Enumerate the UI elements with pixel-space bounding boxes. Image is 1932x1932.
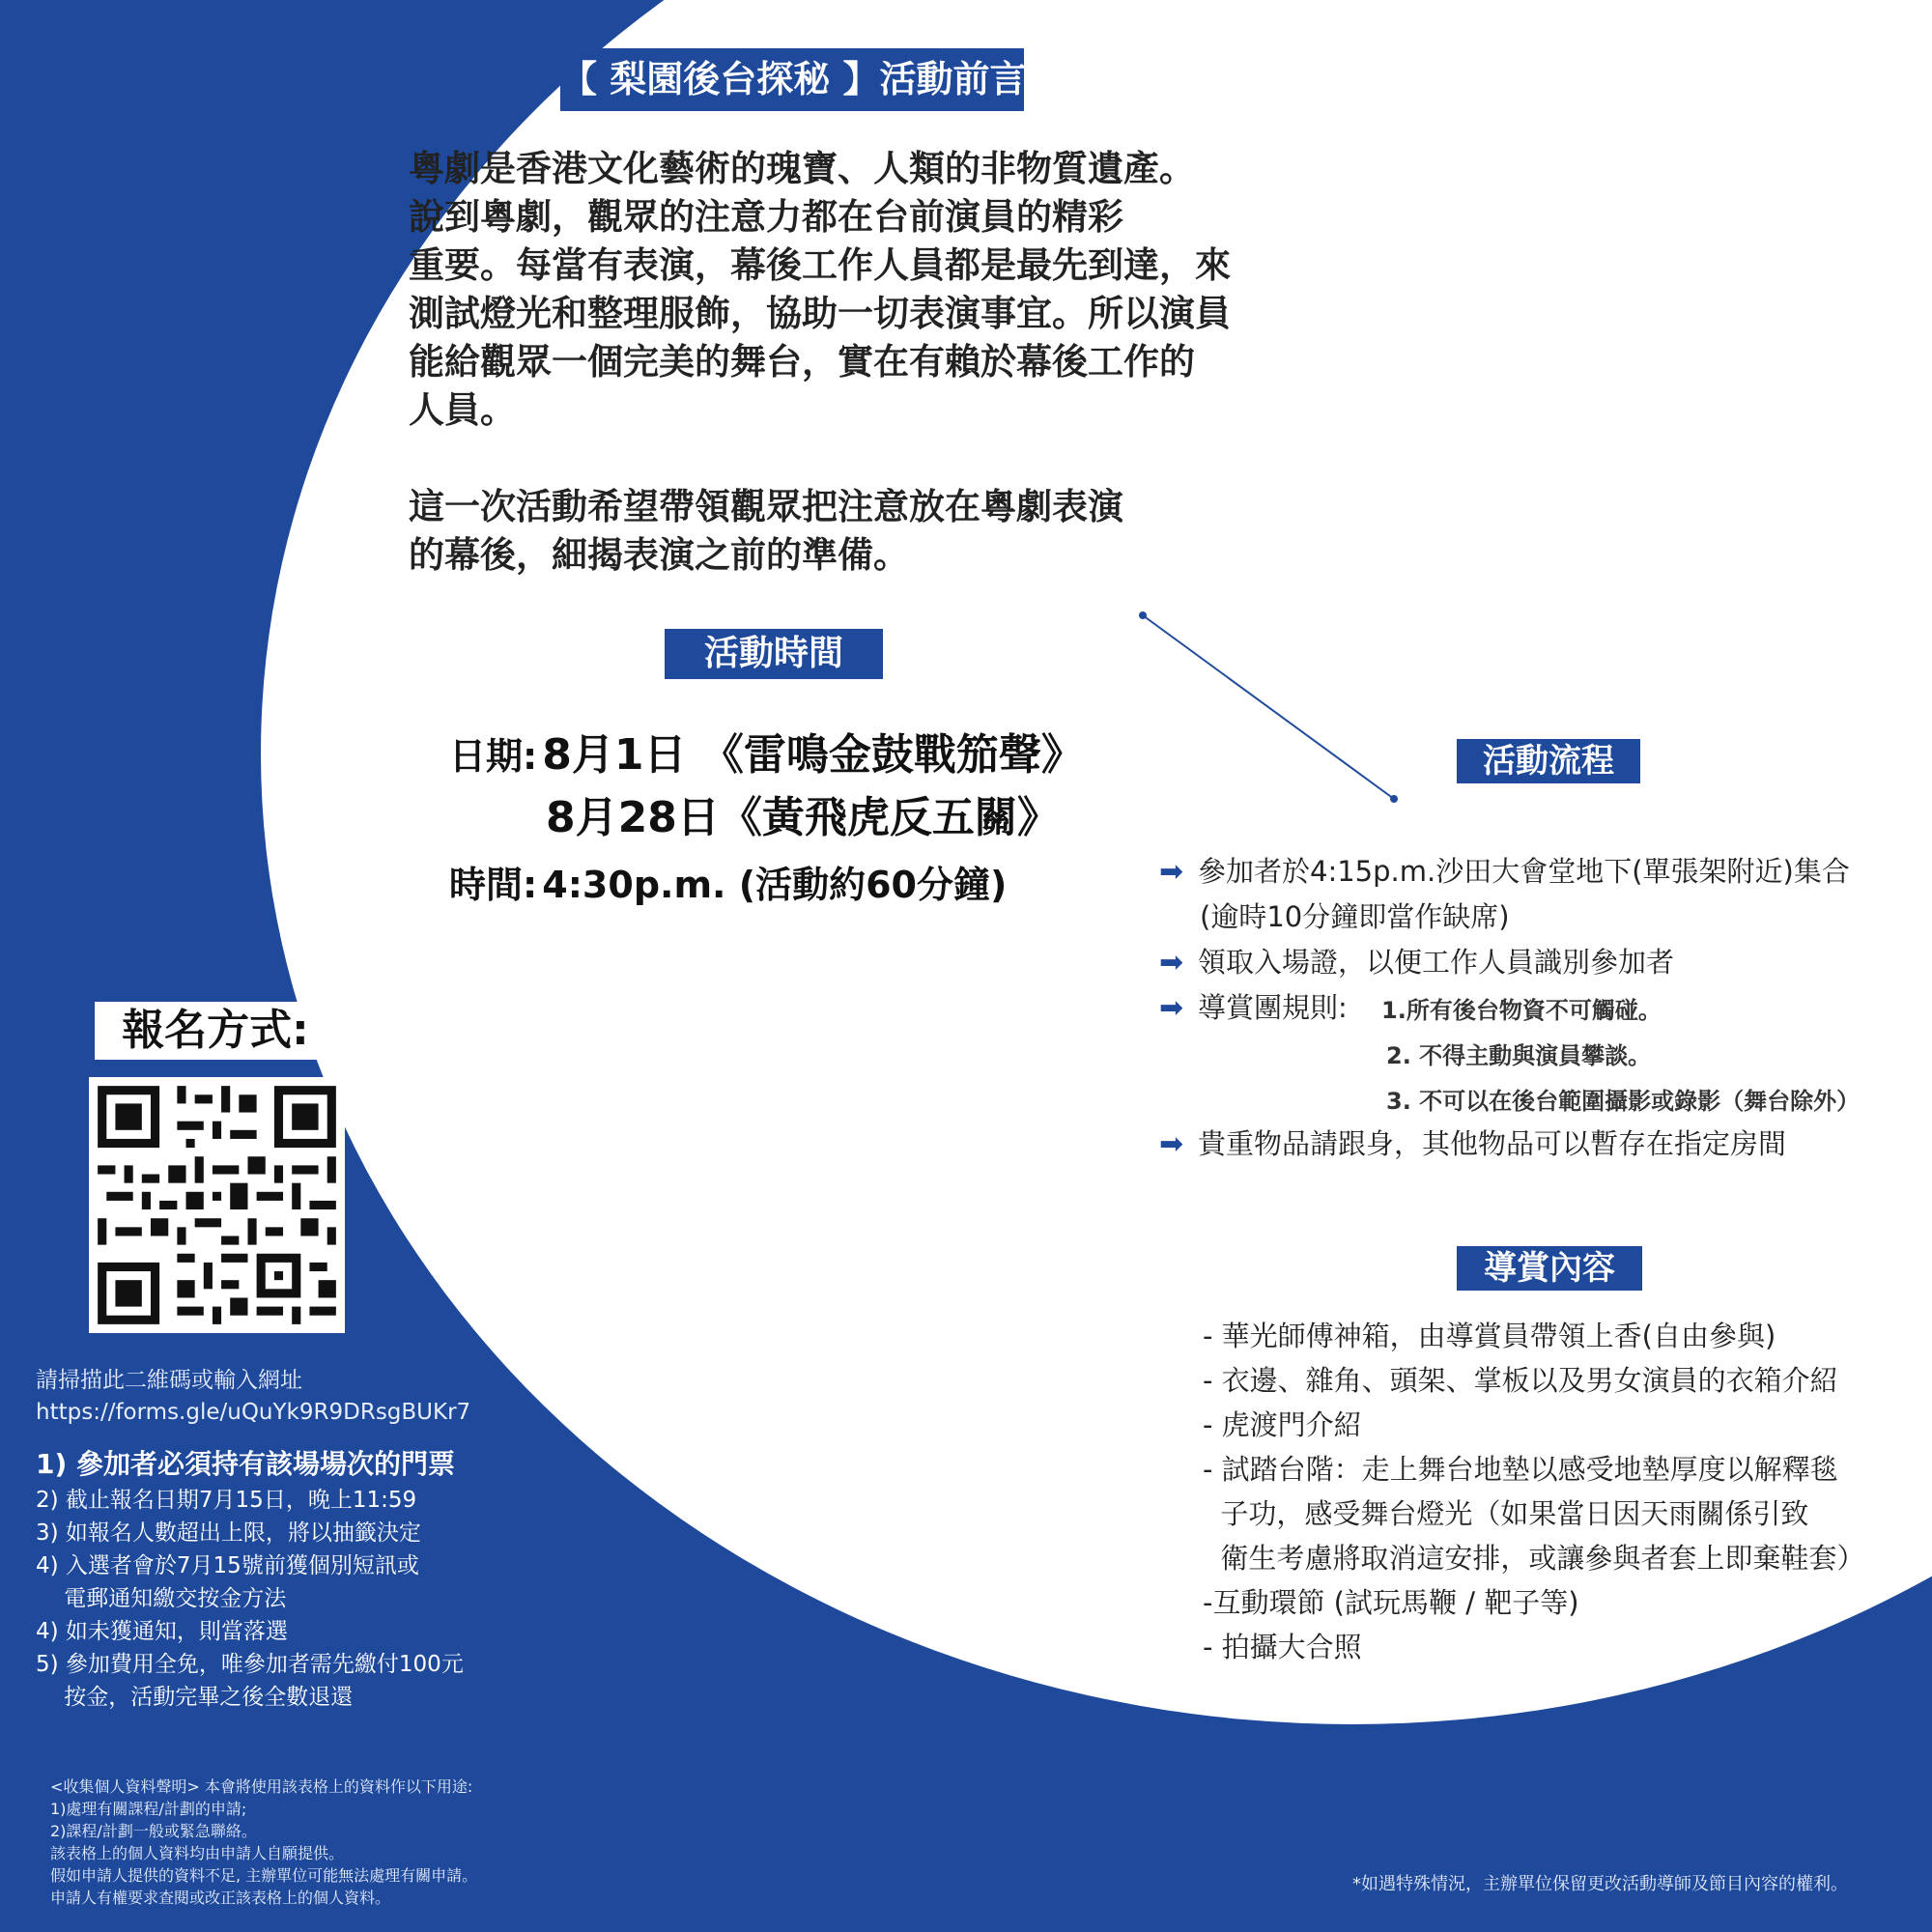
arrow-right-icon: ➡ <box>1159 1127 1184 1161</box>
scan-instruction: 請掃描此二維碼或輸入網址 <box>36 1368 302 1393</box>
guide-item: 子功，感受舞台燈光（如果當日因天雨關係引致 <box>1203 1497 1809 1530</box>
rule-1: 1.所有後台物資不可觸碰。 <box>1381 997 1662 1024</box>
guide-title: 導賞內容 <box>1457 1246 1642 1291</box>
guide-item: - 華光師傅神箱，由導賞員帶領上香(自由參與) <box>1203 1320 1776 1352</box>
note-item: 按金，活動完畢之後全數退還 <box>36 1685 354 1710</box>
time-value: 4:30p.m. (活動約60分鐘) <box>542 864 1008 906</box>
flow-item-continued: (逾時10分鐘即當作缺席) <box>1200 900 1510 933</box>
flow-title: 活動流程 <box>1457 739 1640 783</box>
signup-url-link[interactable]: https://forms.gle/uQuYk9R9DRsgBUKr7 <box>36 1400 471 1425</box>
privacy-line: <收集個人資料聲明> 本會將使用該表格上的資料作以下用途: <box>50 1777 473 1796</box>
privacy-line: 假如申請人提供的資料不足, 主辦單位可能無法處理有關申請。 <box>50 1866 478 1885</box>
intro-line: 人員。 <box>409 389 516 431</box>
note-item: 電郵通知繳交按金方法 <box>36 1586 287 1611</box>
note-item: 5) 參加費用全免，唯參加者需先繳付100元 <box>36 1652 464 1677</box>
guide-item: - 衣邊、雜角、頭架、掌板以及男女演員的衣箱介紹 <box>1203 1364 1838 1397</box>
note-item: 2) 截止報名日期7月15日，晚上11:59 <box>36 1488 417 1513</box>
signup-instructions <box>36 1365 470 1429</box>
rule-2: 2. 不得主動與演員攀談。 <box>1386 1042 1652 1069</box>
time-label: 時間: <box>449 864 538 906</box>
intro-line: 說到粵劇，觀眾的注意力都在台前演員的精彩 <box>409 196 1123 238</box>
guide-item: - 拍攝大合照 <box>1203 1631 1362 1663</box>
intro-line: 測試燈光和整理服飾，協助一切表演事宜。所以演員 <box>409 293 1231 334</box>
guide-item: 衛生考慮將取消這安排，或讓參與者套上即棄鞋套） <box>1203 1542 1865 1575</box>
intro-line: 能給觀眾一個完美的舞台，實在有賴於幕後工作的 <box>409 341 1195 383</box>
flow-item: ➡ 貴重物品請跟身，其他物品可以暫存在指定房間 <box>1159 1127 1787 1161</box>
date-1: 8月1日 《雷鳴金鼓戰笳聲》 <box>542 730 1084 780</box>
privacy-line: 該表格上的個人資料均由申請人自願提供。 <box>50 1844 345 1862</box>
date-label: 日期: <box>449 735 538 778</box>
footnote: *如遇特殊情況，主辦單位保留更改活動導師及節目內容的權利。 <box>1352 1874 1848 1894</box>
connector-dot-start <box>1139 611 1147 619</box>
flow-item: ➡ 導賞團規則: <box>1159 991 1348 1025</box>
privacy-line: 1)處理有關課程/計劃的申請; <box>50 1800 247 1818</box>
date-2: 8月28日《黃飛虎反五關》 <box>546 793 1060 842</box>
guide-item: - 試踏台階：走上舞台地墊以感受地墊厚度以解釋毯 <box>1203 1453 1838 1486</box>
qr-code[interactable] <box>89 1077 345 1333</box>
note-item: 4) 入選者會於7月15號前獲個別短訊或 <box>36 1553 419 1578</box>
signup-notes <box>36 1445 464 1714</box>
intro-line: 重要。每當有表演，幕後工作人員都是最先到達，來 <box>409 244 1231 286</box>
privacy-statement <box>50 1776 477 1909</box>
arrow-right-icon: ➡ <box>1159 946 1184 980</box>
privacy-line: 申請人有權要求查閱或改正該表格上的個人資料。 <box>50 1889 391 1907</box>
intro-body <box>409 145 1239 580</box>
schedule-title: 活動時間 <box>665 629 883 679</box>
guide-item: -互動環節 (試玩馬鞭 / 靶子等) <box>1203 1586 1579 1619</box>
intro-line: 粵劇是香港文化藝術的瑰寶、人類的非物質遺產。 <box>409 148 1195 189</box>
note-item: 1) 參加者必須持有該場場次的門票 <box>36 1448 456 1480</box>
guide-item: - 虎渡門介紹 <box>1203 1408 1362 1441</box>
signup-title: 報名方式: <box>95 1002 336 1060</box>
qr-code-icon <box>89 1077 345 1333</box>
flow-item: ➡ 參加者於4:15p.m.沙田大會堂地下(單張架附近)集合 <box>1159 855 1850 889</box>
rule-3: 3. 不可以在後台範圍攝影或錄影（舞台除外） <box>1386 1088 1861 1115</box>
intro-title: 【 梨園後台探秘 】活動前言 <box>560 48 1024 111</box>
privacy-line: 2)課程/計劃一般或緊急聯絡。 <box>50 1822 257 1840</box>
arrow-right-icon: ➡ <box>1159 855 1184 889</box>
guide-list <box>1203 1314 1918 1669</box>
connector-dot-end <box>1390 795 1398 803</box>
intro-line: 的幕後，細揭表演之前的準備。 <box>409 534 909 576</box>
note-item: 4) 如未獲通知，則當落選 <box>36 1619 288 1644</box>
flow-item: ➡ 領取入場證，以便工作人員識別參加者 <box>1159 946 1675 980</box>
note-item: 3) 如報名人數超出上限，將以抽籤決定 <box>36 1520 421 1546</box>
arrow-right-icon: ➡ <box>1159 991 1184 1025</box>
intro-line: 這一次活動希望帶領觀眾把注意放在粵劇表演 <box>409 486 1123 527</box>
